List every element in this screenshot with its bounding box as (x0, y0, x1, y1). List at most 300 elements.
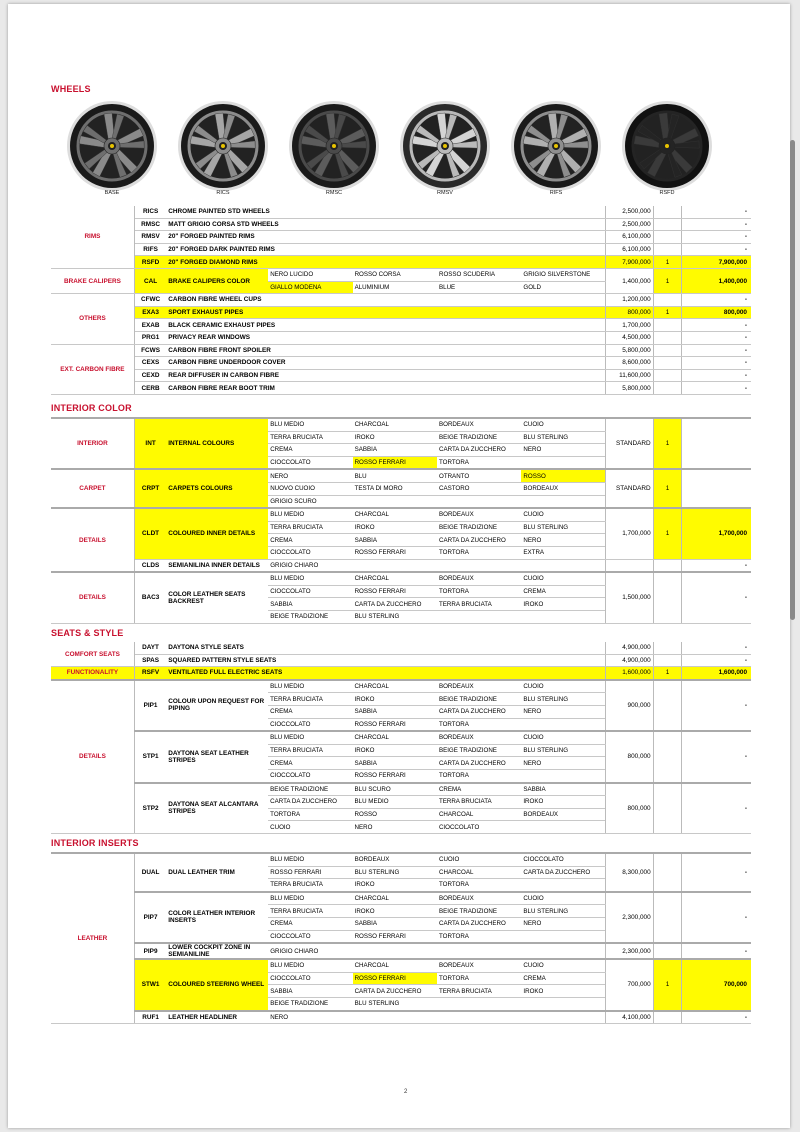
option-code: RSFD (134, 256, 166, 269)
option-qty (653, 892, 682, 943)
option-row-pip7 (51, 892, 751, 905)
wheel-caption: RICS (216, 190, 230, 196)
color-option: CARTA DA ZUCCHERO (437, 534, 521, 547)
color-option: BORDEAUX (437, 959, 521, 972)
color-option: TORTORA (437, 879, 521, 892)
option-price: 800,000 (606, 306, 653, 319)
option-price: 1,600,000 (606, 667, 653, 680)
category-label: FUNCTIONALITY (51, 667, 134, 680)
color-option: SABBIA (353, 757, 437, 770)
option-total: 1,600,000 (682, 667, 751, 680)
color-option: TESTA DI MORO (353, 482, 437, 495)
option-code: PRG1 (134, 331, 166, 344)
option-row-rifs (51, 243, 751, 256)
color-option: CIOCCOLATO (268, 456, 352, 469)
color-option: CHARCOAL (437, 866, 521, 879)
option-code: CEXD (134, 369, 166, 382)
color-option: GRIGIO CHIARO (268, 943, 606, 959)
option-row-fcws (51, 344, 751, 357)
option-total: - (682, 369, 751, 382)
color-option (521, 769, 605, 782)
option-code: STW1 (134, 959, 166, 1010)
option-qty (653, 357, 682, 370)
option-qty (653, 218, 682, 231)
color-option: CUOIO (521, 959, 605, 972)
color-option: CUOIO (521, 731, 605, 744)
option-description: SQUARED PATTERN STYLE SEATS (166, 654, 606, 667)
wheel-caption: RMSV (437, 190, 453, 196)
wheel-rics (171, 100, 275, 196)
color-option: CHARCOAL (437, 808, 521, 821)
color-option: TERRA BRUCIATA (437, 598, 521, 611)
color-option: NERO (521, 757, 605, 770)
option-total: - (682, 1011, 751, 1024)
color-option: BEIGE TRADIZIONE (268, 783, 352, 796)
section-title-seats-style: SEATS & STYLE (51, 628, 124, 638)
color-option: IROKO (353, 521, 437, 534)
color-option: IROKO (353, 431, 437, 444)
option-description: SEMIANILINA INNER DETAILS (166, 559, 268, 572)
option-qty (653, 783, 682, 834)
option-total: - (682, 357, 751, 370)
option-description: CARPETS COLOURS (166, 469, 268, 508)
option-price: 5,800,000 (606, 344, 653, 357)
color-option: CREMA (437, 783, 521, 796)
color-option: BEIGE TRADIZIONE (437, 693, 521, 706)
color-option: TORTORA (437, 456, 521, 469)
color-option: IROKO (521, 598, 605, 611)
color-option: CREMA (268, 917, 352, 930)
color-option: CHARCOAL (353, 959, 437, 972)
option-code: SPAS (134, 654, 166, 667)
color-option: GRIGIO SILVERSTONE (521, 268, 605, 281)
color-option: TORTORA (437, 769, 521, 782)
option-qty: 1 (653, 268, 682, 293)
color-option (521, 495, 605, 508)
option-price: 800,000 (606, 731, 653, 782)
color-option: CREMA (268, 705, 352, 718)
color-option: BLU MEDIO (268, 508, 352, 521)
document-page (8, 4, 790, 1128)
color-option: ROSSO (521, 469, 605, 482)
color-option: ROSSO FERRARI (353, 769, 437, 782)
color-option: ROSSO FERRARI (353, 972, 437, 985)
option-row-clds (51, 559, 751, 572)
color-option: TERRA BRUCIATA (268, 905, 352, 918)
option-total: - (682, 572, 751, 623)
option-description: DUAL LEATHER TRIM (166, 853, 268, 892)
option-price: 8,600,000 (606, 357, 653, 370)
color-option: BORDEAUX (437, 572, 521, 585)
option-code: RSFV (134, 667, 166, 680)
color-option (521, 718, 605, 731)
color-option: IROKO (521, 985, 605, 998)
option-description: 20" FORGED DIAMOND RIMS (166, 256, 606, 269)
wheel-caption: RSFD (659, 190, 675, 196)
color-option: BLU STERLING (521, 693, 605, 706)
option-total: - (682, 206, 751, 218)
option-row-prg1 (51, 331, 751, 344)
color-option: ALUMINIUM (353, 281, 437, 294)
color-option (521, 879, 605, 892)
option-total: 1,700,000 (682, 508, 751, 559)
option-price: STANDARD (606, 418, 653, 469)
wheel-icon (284, 100, 384, 192)
color-option: CARTA DA ZUCCHERO (437, 444, 521, 457)
color-option: TERRA BRUCIATA (268, 431, 352, 444)
color-option (353, 495, 437, 508)
color-option: BEIGE TRADIZIONE (268, 997, 352, 1010)
wheel-base (60, 100, 164, 196)
wheel-rsfd (615, 100, 719, 196)
color-option: TERRA BRUCIATA (268, 744, 352, 757)
option-description: MATT GRIGIO CORSA STD WHEELS (166, 218, 606, 231)
color-option: CHARCOAL (353, 892, 437, 905)
option-total: 800,000 (682, 306, 751, 319)
color-option: BORDEAUX (521, 808, 605, 821)
option-row-stp1 (51, 731, 751, 744)
category-label: DETAILS (51, 680, 134, 834)
option-qty (653, 206, 682, 218)
color-option: SABBIA (268, 598, 352, 611)
color-option: EXTRA (521, 546, 605, 559)
option-row-crpt (51, 469, 751, 482)
option-code: DAYT (134, 642, 166, 654)
color-option: BORDEAUX (521, 482, 605, 495)
option-row-cal (51, 268, 751, 281)
seats-style-table (51, 642, 751, 834)
color-option: SABBIA (353, 534, 437, 547)
option-row-pip1 (51, 680, 751, 693)
option-price: 2,500,000 (606, 206, 653, 218)
option-price: 700,000 (606, 959, 653, 1010)
option-total: - (682, 680, 751, 731)
option-row-dual (51, 853, 751, 866)
option-total: - (682, 382, 751, 395)
color-option: CIOCCOLATO (437, 821, 521, 834)
option-row-exab (51, 319, 751, 332)
option-row-int (51, 418, 751, 431)
option-row-pip9 (51, 943, 751, 959)
color-option: BLU MEDIO (268, 572, 352, 585)
option-qty (653, 559, 682, 572)
option-qty: 1 (653, 959, 682, 1010)
option-code: FCWS (134, 344, 166, 357)
color-option: IROKO (353, 905, 437, 918)
color-option: BORDEAUX (353, 853, 437, 866)
option-price: 4,100,000 (606, 1011, 653, 1024)
color-option: TORTORA (437, 972, 521, 985)
interior-color-table (51, 417, 751, 624)
color-option: CIOCCOLATO (268, 718, 352, 731)
color-option: TORTORA (437, 718, 521, 731)
option-code: CEXS (134, 357, 166, 370)
color-option: CARTA DA ZUCCHERO (521, 866, 605, 879)
category-label: RIMS (51, 206, 134, 268)
page-number: 2 (404, 1089, 408, 1095)
color-option: TERRA BRUCIATA (268, 693, 352, 706)
color-option: BLU STERLING (521, 905, 605, 918)
color-option: BORDEAUX (437, 680, 521, 693)
color-option: BLU STERLING (521, 744, 605, 757)
option-code: BAC3 (134, 572, 166, 623)
color-option: TORTORA (437, 585, 521, 598)
option-description: BRAKE CALIPERS COLOR (166, 268, 268, 293)
option-total: - (682, 218, 751, 231)
option-qty: 1 (653, 667, 682, 680)
option-code: STP1 (134, 731, 166, 782)
color-option: SABBIA (353, 917, 437, 930)
section-title-wheels: WHEELS (51, 84, 91, 94)
color-option: ROSSO FERRARI (353, 930, 437, 943)
option-description: INTERNAL COLOURS (166, 418, 268, 469)
option-row-ruf1 (51, 1011, 751, 1024)
option-price: 1,700,000 (606, 508, 653, 559)
option-description: CARBON FIBRE WHEEL CUPS (166, 294, 606, 307)
option-price: 5,800,000 (606, 382, 653, 395)
option-row-rmsv (51, 231, 751, 244)
category-label: BRAKE CALIPERS (51, 268, 134, 293)
color-option: IROKO (353, 693, 437, 706)
option-description: COLOR LEATHER SEATS BACKREST (166, 572, 268, 623)
option-code: PIP1 (134, 680, 166, 731)
color-option: CUOIO (521, 680, 605, 693)
category-label: EXT. CARBON FIBRE (51, 344, 134, 394)
category-label: COMFORT SEATS (51, 642, 134, 667)
category-label: LEATHER (51, 853, 134, 1024)
option-total: 7,900,000 (682, 256, 751, 269)
color-option: BORDEAUX (437, 418, 521, 431)
color-option: CUOIO (521, 892, 605, 905)
color-option: CHARCOAL (353, 572, 437, 585)
option-description: COLOR LEATHER INTERIOR INSERTS (166, 892, 268, 943)
color-option: TORTORA (437, 930, 521, 943)
wheel-icon (395, 100, 495, 192)
wheel-icon (506, 100, 606, 192)
color-option: BLU STERLING (521, 521, 605, 534)
option-price: 1,400,000 (606, 268, 653, 293)
color-option: BLU MEDIO (268, 731, 352, 744)
color-option: ROSSO FERRARI (353, 718, 437, 731)
color-option: CIOCCOLATO (268, 769, 352, 782)
option-row-stw1 (51, 959, 751, 972)
option-price: 1,500,000 (606, 572, 653, 623)
category-label: DETAILS (51, 508, 134, 572)
category-label: CARPET (51, 469, 134, 508)
option-qty (653, 243, 682, 256)
option-description: VENTILATED FULL ELECTRIC SEATS (166, 667, 606, 680)
color-option (521, 930, 605, 943)
option-total: - (682, 943, 751, 959)
color-option: CIOCCOLATO (268, 585, 352, 598)
option-qty (653, 369, 682, 382)
option-qty (653, 642, 682, 654)
option-code: PIP9 (134, 943, 166, 959)
option-qty (653, 654, 682, 667)
color-option: CHARCOAL (353, 680, 437, 693)
option-total: - (682, 344, 751, 357)
option-total (682, 418, 751, 469)
color-option: ROSSO FERRARI (268, 866, 352, 879)
option-qty (653, 294, 682, 307)
color-option: CUOIO (521, 418, 605, 431)
color-option: OTRANTO (437, 469, 521, 482)
color-option: TORTORA (437, 546, 521, 559)
option-row-rsfd (51, 256, 751, 269)
option-description: SPORT EXHAUST PIPES (166, 306, 606, 319)
option-total: - (682, 243, 751, 256)
color-option: BLU (353, 469, 437, 482)
category-label: INTERIOR (51, 418, 134, 469)
color-option: CARTA DA ZUCCHERO (353, 598, 437, 611)
color-option: CREMA (268, 534, 352, 547)
option-description: DAYTONA SEAT ALCANTARA STRIPES (166, 783, 268, 834)
color-option: ROSSO FERRARI (353, 546, 437, 559)
option-row-cexs (51, 357, 751, 370)
color-option: BLUE (437, 281, 521, 294)
color-option: ROSSO (353, 808, 437, 821)
color-option (437, 997, 521, 1010)
option-row-cerb (51, 382, 751, 395)
option-code: RICS (134, 206, 166, 218)
option-code: PIP7 (134, 892, 166, 943)
color-option: BEIGE TRADIZIONE (437, 905, 521, 918)
scrollbar[interactable] (790, 140, 795, 620)
option-total: - (682, 892, 751, 943)
color-option (521, 456, 605, 469)
option-code: EXAB (134, 319, 166, 332)
color-option: SABBIA (353, 705, 437, 718)
option-price: 4,500,000 (606, 331, 653, 344)
option-description: CARBON FIBRE REAR BOOT TRIM (166, 382, 606, 395)
option-price (606, 559, 653, 572)
option-qty: 1 (653, 469, 682, 508)
option-total: - (682, 319, 751, 332)
option-total: 1,400,000 (682, 268, 751, 293)
option-total: - (682, 642, 751, 654)
color-option: BLU STERLING (353, 610, 437, 623)
option-total: - (682, 853, 751, 892)
color-option: NERO LUCIDO (268, 268, 352, 281)
color-option: BEIGE TRADIZIONE (437, 744, 521, 757)
option-total: - (682, 559, 751, 572)
color-option: CHARCOAL (353, 508, 437, 521)
color-option: IROKO (521, 796, 605, 809)
option-price: 11,600,000 (606, 369, 653, 382)
color-option: ROSSO CORSA (353, 268, 437, 281)
color-option: CREMA (521, 972, 605, 985)
color-option: NUOVO CUOIO (268, 482, 352, 495)
option-row-cfwc (51, 294, 751, 307)
option-description: CHROME PAINTED STD WHEELS (166, 206, 606, 218)
option-qty (653, 1011, 682, 1024)
color-option: GRIGIO SCURO (268, 495, 352, 508)
color-option: CARTA DA ZUCCHERO (268, 796, 352, 809)
wheel-rmsc (282, 100, 386, 196)
option-code: CLDT (134, 508, 166, 559)
color-option: TERRA BRUCIATA (268, 521, 352, 534)
color-option: BLU MEDIO (268, 959, 352, 972)
color-option: BEIGE TRADIZIONE (437, 521, 521, 534)
wheel-rifs (504, 100, 608, 196)
option-price: 7,900,000 (606, 256, 653, 269)
option-row-rmsc (51, 218, 751, 231)
option-code: RMSC (134, 218, 166, 231)
option-qty: 1 (653, 418, 682, 469)
color-option: CARTA DA ZUCCHERO (437, 757, 521, 770)
color-option: BLU STERLING (353, 866, 437, 879)
color-option: BLU STERLING (353, 997, 437, 1010)
color-option: SABBIA (268, 985, 352, 998)
option-qty (653, 382, 682, 395)
color-option: IROKO (353, 879, 437, 892)
option-price: 1,200,000 (606, 294, 653, 307)
color-option: BLU MEDIO (268, 853, 352, 866)
color-option: SABBIA (353, 444, 437, 457)
color-option: CIOCCOLATO (268, 972, 352, 985)
color-option: BORDEAUX (437, 731, 521, 744)
option-price: 8,300,000 (606, 853, 653, 892)
color-option (437, 495, 521, 508)
wheel-caption: RIFS (549, 190, 563, 196)
color-option: BORDEAUX (437, 508, 521, 521)
color-option: NERO (268, 1011, 606, 1024)
category-label: OTHERS (51, 294, 134, 344)
option-qty (653, 231, 682, 244)
section-title-interior-color: INTERIOR COLOR (51, 403, 132, 413)
color-option: CREMA (268, 757, 352, 770)
option-row-spas (51, 654, 751, 667)
option-total: - (682, 294, 751, 307)
option-row-rsfv (51, 667, 751, 680)
option-price: 900,000 (606, 680, 653, 731)
color-option: CHARCOAL (353, 731, 437, 744)
color-option (521, 610, 605, 623)
color-option: CREMA (268, 444, 352, 457)
option-code: EXA3 (134, 306, 166, 319)
option-qty (653, 344, 682, 357)
category-label: DETAILS (51, 572, 134, 623)
color-option: NERO (521, 705, 605, 718)
option-description: COLOUR UPON REQUEST FOR PIPING (166, 680, 268, 731)
color-option: TERRA BRUCIATA (268, 879, 352, 892)
color-option: SABBIA (521, 783, 605, 796)
option-total: 700,000 (682, 959, 751, 1010)
option-code: CERB (134, 382, 166, 395)
option-description: LOWER COCKPIT ZONE IN SEMIANILINE (166, 943, 268, 959)
option-qty: 1 (653, 256, 682, 269)
option-code: RUF1 (134, 1011, 166, 1024)
option-qty (653, 943, 682, 959)
option-price: 2,500,000 (606, 218, 653, 231)
color-option: CARTA DA ZUCCHERO (353, 985, 437, 998)
color-option: GIALLO MODENA (268, 281, 352, 294)
option-qty (653, 331, 682, 344)
option-price: 2,300,000 (606, 943, 653, 959)
option-row-stp2 (51, 783, 751, 796)
color-option: CIOCCOLATO (268, 546, 352, 559)
option-description: COLOURED INNER DETAILS (166, 508, 268, 559)
color-option: CASTORO (437, 482, 521, 495)
option-description: REAR DIFFUSER IN CARBON FIBRE (166, 369, 606, 382)
section-title-interior-inserts: INTERIOR INSERTS (51, 838, 139, 848)
option-code: INT (134, 418, 166, 469)
option-row-rics (51, 206, 751, 218)
color-option: ROSSO FERRARI (353, 585, 437, 598)
color-option: GRIGIO CHIARO (268, 559, 606, 572)
option-price: 4,900,000 (606, 654, 653, 667)
color-option: CUOIO (268, 821, 352, 834)
